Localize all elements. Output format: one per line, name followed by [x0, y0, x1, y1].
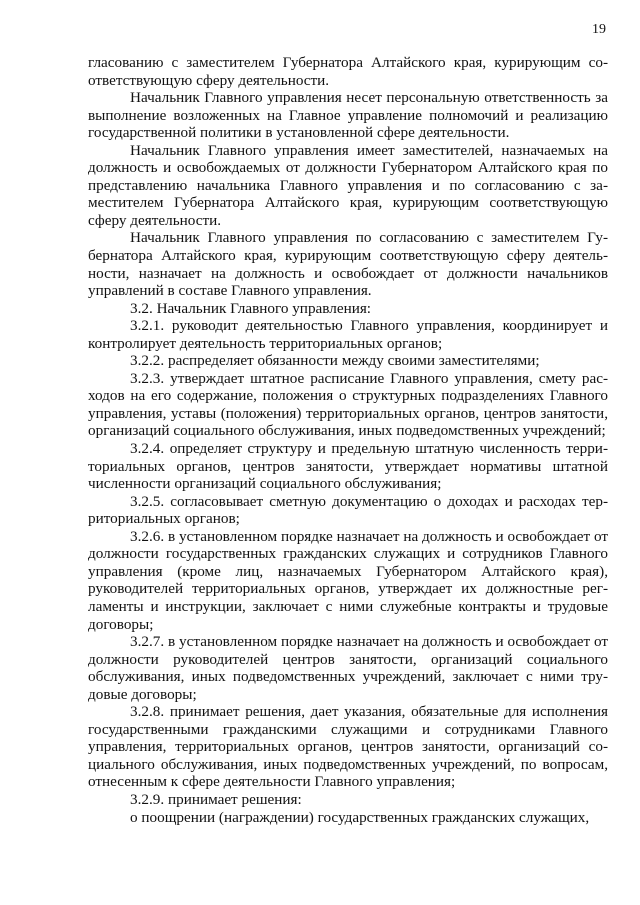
paragraph: 3.2.1. руководит деятельностью Главного управления, координирует и контролирует деятельность территориальных органов; — [88, 317, 608, 352]
paragraph: 3.2.2. распределяет обязанности между своими заместителями; — [130, 352, 540, 370]
paragraph: 3.2.4. определяет структуру и предельную штатную численность территориальных органов, центров занятости, утверждает нормативы штатной численности организаций социального обслуживания; — [88, 440, 608, 493]
paragraph: гласованию с заместителем Губернатора Алтайского края, курирующим соответствующую сферу деятельности. — [88, 54, 608, 89]
page-number: 19 — [592, 22, 606, 37]
paragraph: 3.2.8. принимает решения, дает указания, обязательные для исполнения государственными гражданскими служащими и сотрудниками Главного управления, территориальных органов, центров занятости, организаций социального обслуживания, иных подведомственных учреждений, по вопросам, отнесенным к сфере деятельности Главного управления; — [88, 703, 608, 791]
paragraph: 3.2.7. в установленном порядке назначает на должность и освобождает от должности руководителей центров занятости, организаций социального обслуживания, иных подведомственных учреждений, заключает с ними трудовые договоры; — [88, 633, 608, 703]
section-heading: 3.2. Начальник Главного управления: — [130, 299, 372, 317]
document-body — [88, 54, 608, 826]
paragraph: Начальник Главного управления имеет заместителей, назначаемых на должность и освобождаемых от должности Губернатором Алтайского края по представлению начальника Главного управления и по согласованию с заместителем Губернатора Алтайского края, курирующим соответствующую сферу деятельности. — [88, 141, 608, 229]
paragraph: 3.2.6. в установленном порядке назначает на должность и освобождает от должности государственных гражданских служащих и сотрудников Главного управления (кроме лиц, назначаемых Губернатором Алтайского края), руководителей территориальных органов, утверждает их должностные регламенты и инструкции, заключает с ними служебные контракты и трудовые договоры; — [88, 527, 608, 633]
paragraph: Начальник Главного управления несет персональную ответственность за выполнение возложенных на Главное управление полномочий и реализацию государственной политики в установленной сфере деятельности. — [88, 89, 608, 142]
paragraph: о поощрении (награждении) государственных гражданских служащих, — [130, 808, 590, 826]
paragraph: 3.2.3. утверждает штатное расписание Главного управления, смету расходов на его содержание, положения о структурных подразделениях Главного управления, уставы (положения) территориальных органов, центров занятости, организаций социального обслуживания, иных подведомственных учреждений; — [88, 369, 608, 440]
paragraph: 3.2.5. согласовывает сметную документацию о доходах и расходах территориальных органов; — [88, 492, 608, 528]
paragraph: Начальник Главного управления по согласованию с заместителем Губернатора Алтайского края, курирующим соответствующую сферу деятельности, назначает на должность и освобождает от должности начальников управлений в составе Главного управления. — [88, 229, 608, 300]
paragraph: 3.2.9. принимает решения: — [130, 790, 302, 808]
